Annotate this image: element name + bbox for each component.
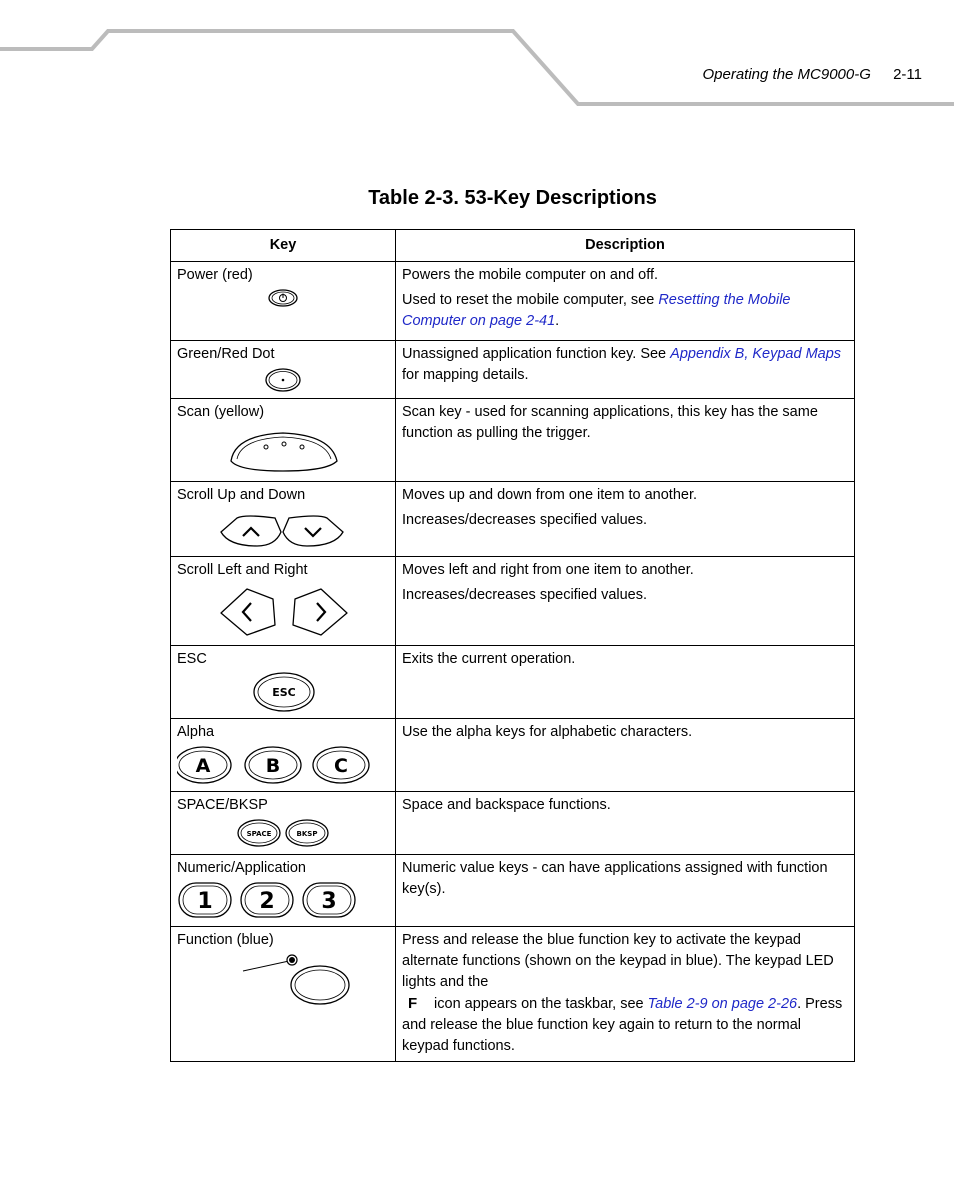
- description-cell: [396, 557, 855, 646]
- description-cell: [396, 927, 855, 1062]
- function-key-icon: [177, 953, 377, 1013]
- table-row: [171, 482, 855, 557]
- table-row: [171, 341, 855, 399]
- table-title: Table 2-3. 53-Key Descriptions: [368, 187, 657, 209]
- description-cell: [396, 482, 855, 557]
- alpha-key-label: C: [334, 755, 348, 777]
- description-cell: [396, 792, 855, 855]
- key-name: Green/Red Dot: [177, 346, 275, 362]
- numeric-key-label: 3: [321, 889, 337, 914]
- table-row: [171, 557, 855, 646]
- key-cell: [171, 482, 396, 557]
- table-2-9-link[interactable]: Table 2-9 on page 2-26: [647, 996, 798, 1012]
- key-cell: [171, 399, 396, 482]
- scan-key-icon: [177, 425, 377, 477]
- scroll-up-down-keys-icon: [177, 508, 377, 552]
- column-header-description: Description: [396, 230, 855, 262]
- scroll-left-right-keys-icon: [177, 583, 377, 641]
- description-text: Press and release the blue function key to activate the keypad alternate functions (shown on the keypad in blue). The keypad LED lights and the: [402, 932, 834, 990]
- description-text: Increases/decreases specified values.: [402, 587, 648, 603]
- key-name: Numeric/Application: [177, 860, 306, 876]
- table-row: [171, 399, 855, 482]
- key-name: ESC: [177, 651, 207, 667]
- dot-key-icon: [177, 367, 377, 393]
- description-cell: [396, 855, 855, 927]
- table-row: [171, 646, 855, 719]
- power-key-icon: [177, 288, 377, 312]
- alpha-key-c: [313, 747, 369, 783]
- key-cell: [171, 557, 396, 646]
- esc-key-icon: [177, 672, 377, 714]
- description-text: icon appears on the taskbar, see: [430, 996, 648, 1012]
- header-section-title: Operating the MC9000-G: [702, 66, 871, 83]
- alpha-key-b: [245, 747, 301, 783]
- description-text: Moves left and right from one item to another.: [402, 562, 694, 578]
- key-descriptions-table: [170, 229, 855, 1062]
- key-name: Function (blue): [177, 932, 274, 948]
- numeric-keys-icon: [177, 881, 377, 921]
- appendix-link[interactable]: Appendix B, Keypad Maps: [670, 346, 842, 362]
- table-row: [171, 792, 855, 855]
- key-cell: [171, 719, 396, 792]
- description-cell: [396, 341, 855, 399]
- table-row: [171, 927, 855, 1062]
- description-text: Increases/decreases specified values.: [402, 512, 648, 528]
- table-row: [171, 719, 855, 792]
- header-page-number: 2-11: [893, 66, 922, 83]
- esc-key-label: ESC: [272, 686, 296, 699]
- key-cell: [171, 792, 396, 855]
- table-row: [171, 262, 855, 341]
- description-text: . Press and release the blue function key again to return to the normal keypad functions.: [402, 996, 843, 1054]
- page-header: [702, 66, 922, 83]
- description-cell: [396, 262, 855, 341]
- description-text: Exits the current operation.: [402, 651, 576, 667]
- alpha-key-a: [177, 747, 231, 783]
- description-cell: [396, 399, 855, 482]
- description-text: Space and backspace functions.: [402, 797, 611, 813]
- function-icon: F: [408, 995, 418, 1012]
- page-frame-decoration: [0, 0, 954, 120]
- description-text: Moves up and down from one item to another.: [402, 487, 698, 503]
- table-row: [171, 855, 855, 927]
- description-text: .: [555, 313, 560, 329]
- key-cell: [171, 646, 396, 719]
- numeric-key-2: [241, 883, 293, 917]
- description-cell: [396, 719, 855, 792]
- key-name: Power (red): [177, 267, 253, 283]
- bksp-key-label: BKSP: [296, 830, 318, 838]
- description-cell: [396, 646, 855, 719]
- numeric-key-label: 1: [197, 889, 213, 914]
- description-text: for mapping details.: [402, 367, 529, 383]
- description-text: Used to reset the mobile computer, see: [402, 292, 659, 308]
- numeric-key-1: [179, 883, 231, 917]
- key-name: SPACE/BKSP: [177, 797, 268, 813]
- table-header-row: [171, 230, 855, 262]
- space-key-label: SPACE: [246, 830, 272, 838]
- key-cell: [171, 927, 396, 1062]
- alpha-keys-icon: [177, 745, 377, 787]
- description-text: Unassigned application function key. See: [402, 346, 671, 362]
- key-cell: [171, 262, 396, 341]
- space-bksp-keys-icon: [177, 818, 377, 850]
- key-name: Alpha: [177, 724, 215, 740]
- key-cell: [171, 341, 396, 399]
- key-name: Scroll Up and Down: [177, 487, 306, 503]
- key-cell: [171, 855, 396, 927]
- alpha-key-label: B: [265, 755, 281, 777]
- resetting-link[interactable]: Resetting the Mobile Computer on page 2-41: [402, 292, 791, 329]
- column-header-key: Key: [171, 230, 396, 262]
- numeric-key-label: 2: [259, 889, 275, 914]
- key-name: Scan (yellow): [177, 404, 265, 420]
- alpha-key-label: A: [195, 755, 211, 777]
- description-text: Powers the mobile computer on and off.: [402, 267, 659, 283]
- description-text: Numeric value keys - can have applications assigned with function key(s).: [402, 860, 828, 897]
- description-text: Use the alpha keys for alphabetic characters.: [402, 724, 693, 740]
- numeric-key-3: [303, 883, 355, 917]
- key-name: Scroll Left and Right: [177, 562, 308, 578]
- description-text: Scan key - used for scanning applications, this key has the same function as pulling the trigger.: [402, 404, 818, 441]
